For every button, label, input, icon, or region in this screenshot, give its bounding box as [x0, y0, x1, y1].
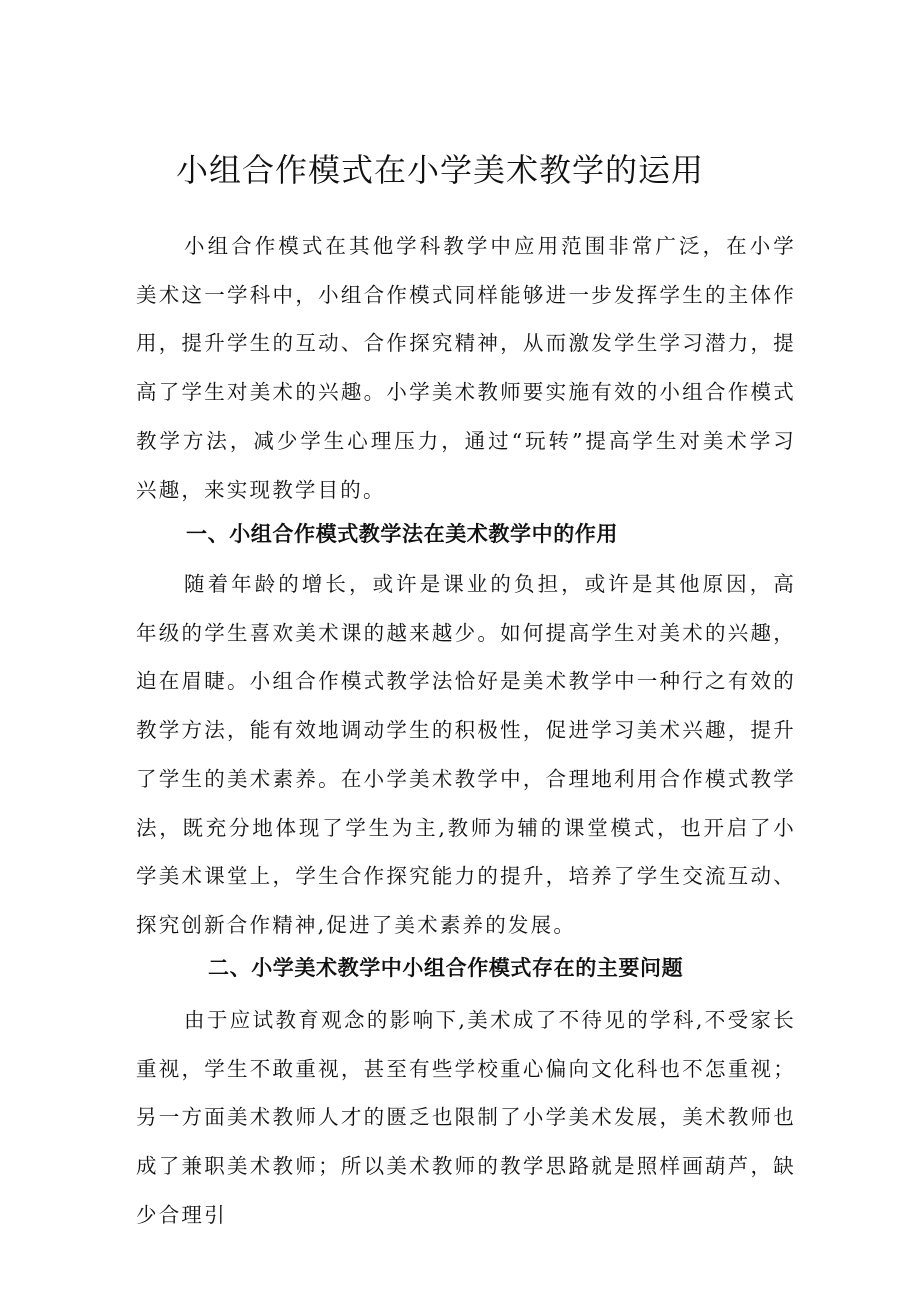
document-title: 小组合作模式在小学美术教学的运用: [175, 151, 704, 189]
section-1-heading: 一、小组合作模式教学法在美术教学中的作用: [186, 522, 618, 546]
section-1-paragraph: 随着年龄的增长，或许是课业的负担，或许是其他原因，高年级的学生喜欢美术课的越来越少。如何提高学生对美术的兴趣，迫在眉睫。小组合作模式教学法恰好是美术教学中一种行之有效的教学方法，能有效地调动学生的积极性，促进学习美术兴趣，提升了学生的美术素养。在小学美术教学中，合理地利用合作模式教学法，既充分地体现了学生为主,教师为辅的课堂模式，也开启了小学美术课堂上，学生合作探究能力的提升，培养了学生交流互动、探究创新合作精神,促进了美术素养的发展。: [136, 572, 796, 937]
section-2-paragraph: 由于应试教育观念的影响下,美术成了不待见的学科,不受家长重视，学生不敢重视，甚至有些学校重心偏向文化科也不怎重视；另一方面美术教师人才的匮乏也限制了小学美术发展，美术教师也成了兼职美术教师；所以美术教师的教学思路就是照样画葫芦，缺少合理引: [136, 1008, 796, 1227]
intro-paragraph: 小组合作模式在其他学科教学中应用范围非常广泛，在小学美术这一学科中，小组合作模式同样能够进一步发挥学生的主体作用，提升学生的互动、合作探究精神，从而激发学生学习潜力，提高了学生对美术的兴趣。小学美术教师要实施有效的小组合作模式教学方法，减少学生心理压力，通过“玩转”提高学生对美术学习兴趣，来实现教学目的。: [136, 234, 796, 502]
section-2-heading: 二、小学美术教学中小组合作模式存在的主要问题: [208, 956, 684, 980]
